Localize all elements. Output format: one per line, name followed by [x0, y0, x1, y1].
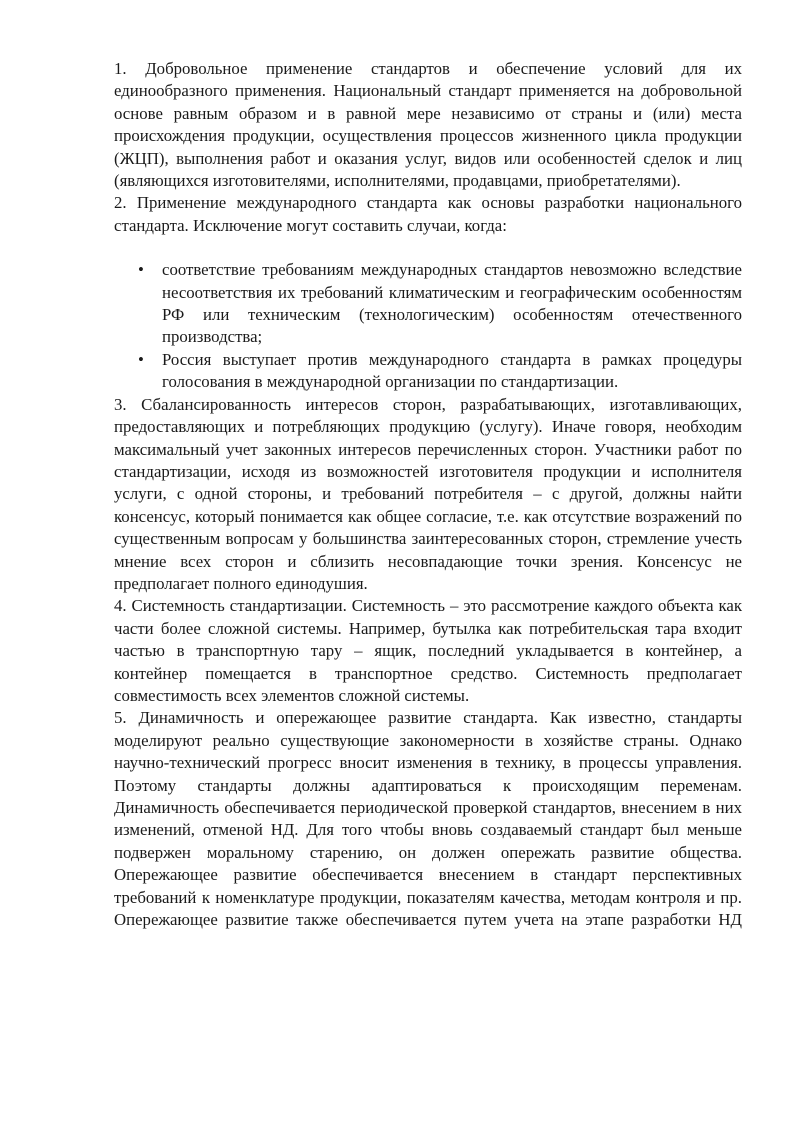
- bullet-icon: •: [138, 349, 144, 369]
- paragraph-5: 5. Динамичность и опережающее развитие стандарта. Как известно, стандарты моделируют реально существующие закономерности в хозяйстве страны. Однако научно-технический прогресс вносит изменения в технику, в процессы управления. Поэтому стандарты должны адаптироваться к происходящим переменам. Динамичность обеспечивается периодической проверкой стандартов, внесением в них изменений, отменой НД. Для того чтобы вновь создаваемый стандарт был меньше подвержен моральному старению, он должен опережать развитие общества. Опережающее развитие обеспечивается внесением в стандарт перспективных требований к номенклатуре продукции, показателям качества, методам контроля и пр. Опережающее развитие также обеспечивается путем учета на этапе разработки НД: [114, 708, 742, 930]
- list-item: [114, 259, 742, 349]
- list-item: [114, 349, 742, 394]
- paragraph-3: 3. Сбалансированность интересов сторон, разрабатывающих, изготавливающих, предоставляющих и потребляющих продукцию (услугу). Иначе говоря, необходим максимальный учет законных интересов перечисленных сторон. Участники работ по стандартизации, исходя из возможностей изготовителя продукции и исполнителя услуги, с одной стороны, и требований потребителя – с другой, должны найти консенсус, который понимается как общее согласие, т.е. как отсутствие возражений по существенным вопросам у большинства заинтересованных сторон, стремление учесть мнение всех сторон и сблизить несовпадающие точки зрения. Консенсус не предполагает полного единодушия.: [114, 394, 742, 593]
- document-page: [114, 58, 742, 931]
- bullet-icon: •: [138, 260, 144, 280]
- paragraph-4: 4. Системность стандартизации. Системность – это рассмотрение каждого объекта как части более сложной системы. Например, бутылка как потребительская тара входит частью в транспортную тару – ящик, последний укладывается в контейнер, а контейнер помещается в транспортное средство. Системность предполагает совместимость всех элементов сложной системы.: [114, 596, 742, 705]
- paragraph-1: 1. Добровольное применение стандартов и обеспечение условий для их единообразного применения. Национальный стандарт применяется на добровольной основе равным образом и в равной мере независимо от страны и (или) места происхождения продукции, осуществления процессов жизненного цикла продукции (ЖЦП), выполнения работ и оказания услуг, видов или особенностей сделок и лиц (являющихся изготовителями, исполнителями, продавцами, приобретателями).: [114, 59, 742, 191]
- list-item-text: соответствие требованиям международных стандартов невозможно вследствие несоответствия их требований климатическим и географическим особенностям РФ или техническим (технологическим) особенностям отечественного производства;: [162, 260, 742, 347]
- bullet-list: [114, 259, 742, 393]
- paragraph-2: 2. Применение международного стандарта как основы разработки национального стандарта. Исключение могут составить случаи, когда:: [114, 193, 742, 235]
- list-item-text: Россия выступает против международного стандарта в рамках процедуры голосования в международной организации по стандартизации.: [162, 349, 742, 392]
